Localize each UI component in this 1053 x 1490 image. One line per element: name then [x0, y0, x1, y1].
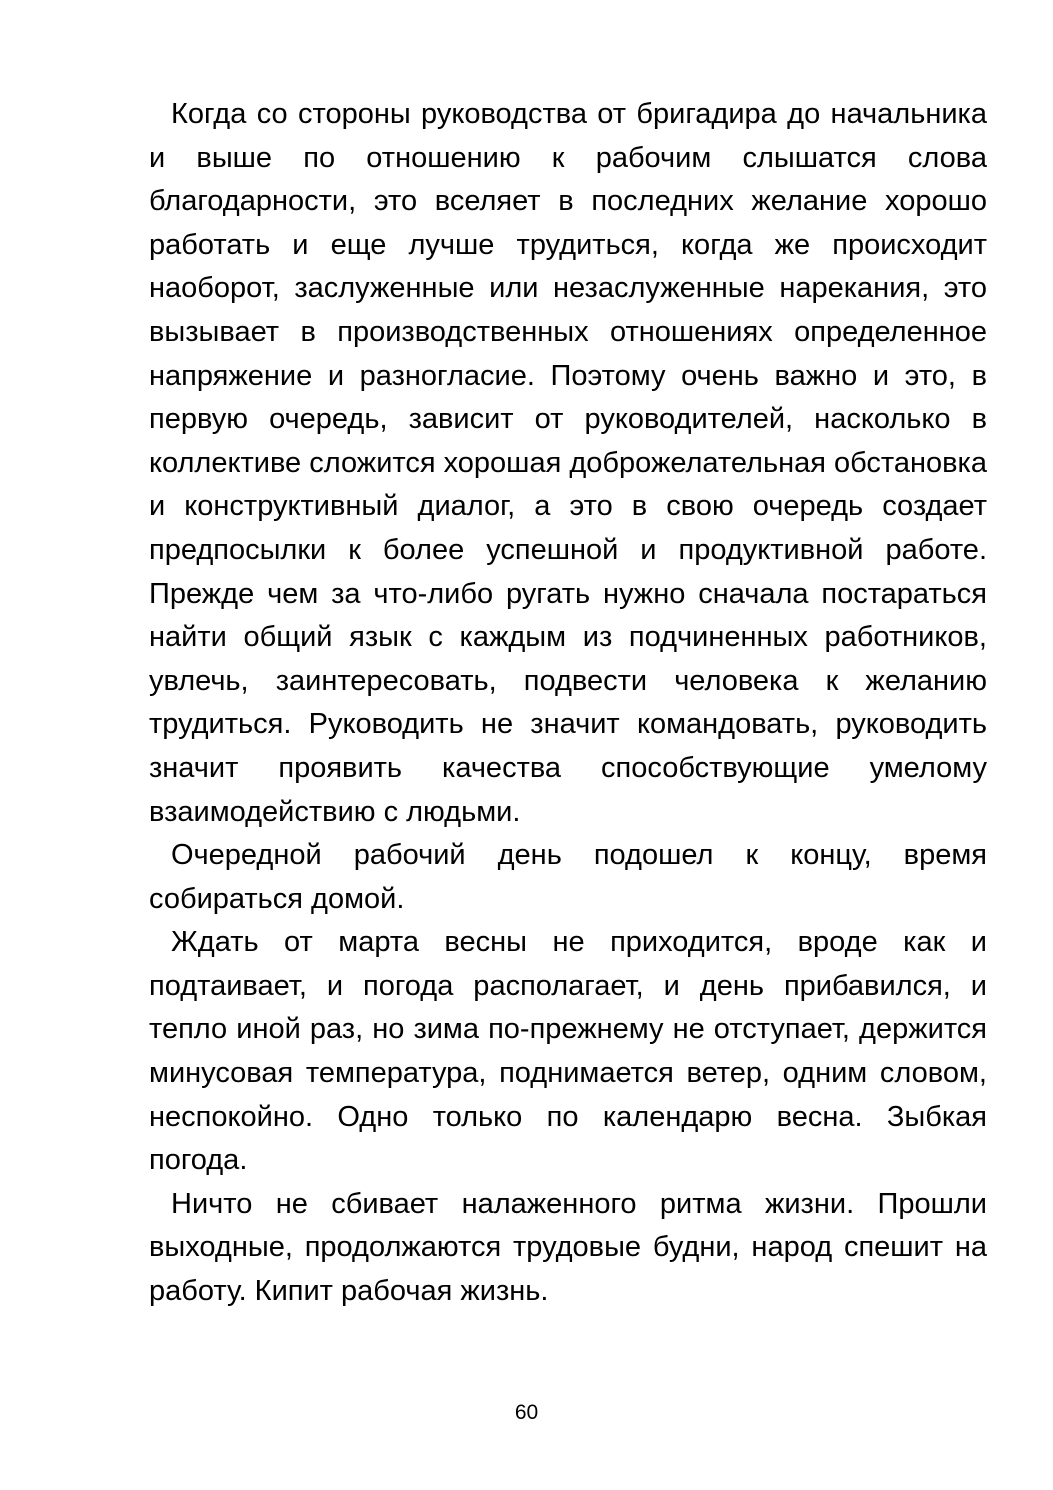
- body-paragraph: Когда со стороны руководства от бригадира до начальника и выше по отношению к рабочим слышатся слова благодарности, это вселяет в последних желание хорошо работать и еще лучше трудиться, когда же происходит наоборот, заслуженные или незаслуженные нарекания, это вызывает в производственных отношениях определенное напряжение и разногласие. Поэтому очень важно и это, в первую очередь, зависит от руководителей, насколько в коллективе сложится хорошая доброжелательная обстановка и конструктивный диалог, а это в свою очередь создает предпосылки к более успешной и продуктивной работе. Прежде чем за что-либо ругать нужно сначала постараться найти общий язык с каждым из подчиненных работников, увлечь, заинтересовать, подвести человека к желанию трудиться. Руководить не значит командовать, руководить значит проявить качества способствующие умелому взаимодействию с людьми.: [149, 98, 987, 828]
- body-paragraph: Очередной рабочий день подошел к концу, время собираться домой.: [149, 839, 987, 915]
- body-text-column: [149, 93, 987, 1314]
- body-paragraph: Ничто не сбивает налаженного ритма жизни. Прошли выходные, продолжаются трудовые будни, народ спешит на работу. Кипит рабочая жизнь.: [149, 1187, 987, 1308]
- body-paragraph: Ждать от марта весны не приходится, вроде как и подтаивает, и погода располагает, и день прибавился, и тепло иной раз, но зима по-прежнему не отступает, держится минусовая температура, поднимается ветер, одним словом, неспокойно. Одно только по календарю весна. Зыбкая погода.: [149, 926, 987, 1177]
- page-number: 60: [514, 1401, 539, 1424]
